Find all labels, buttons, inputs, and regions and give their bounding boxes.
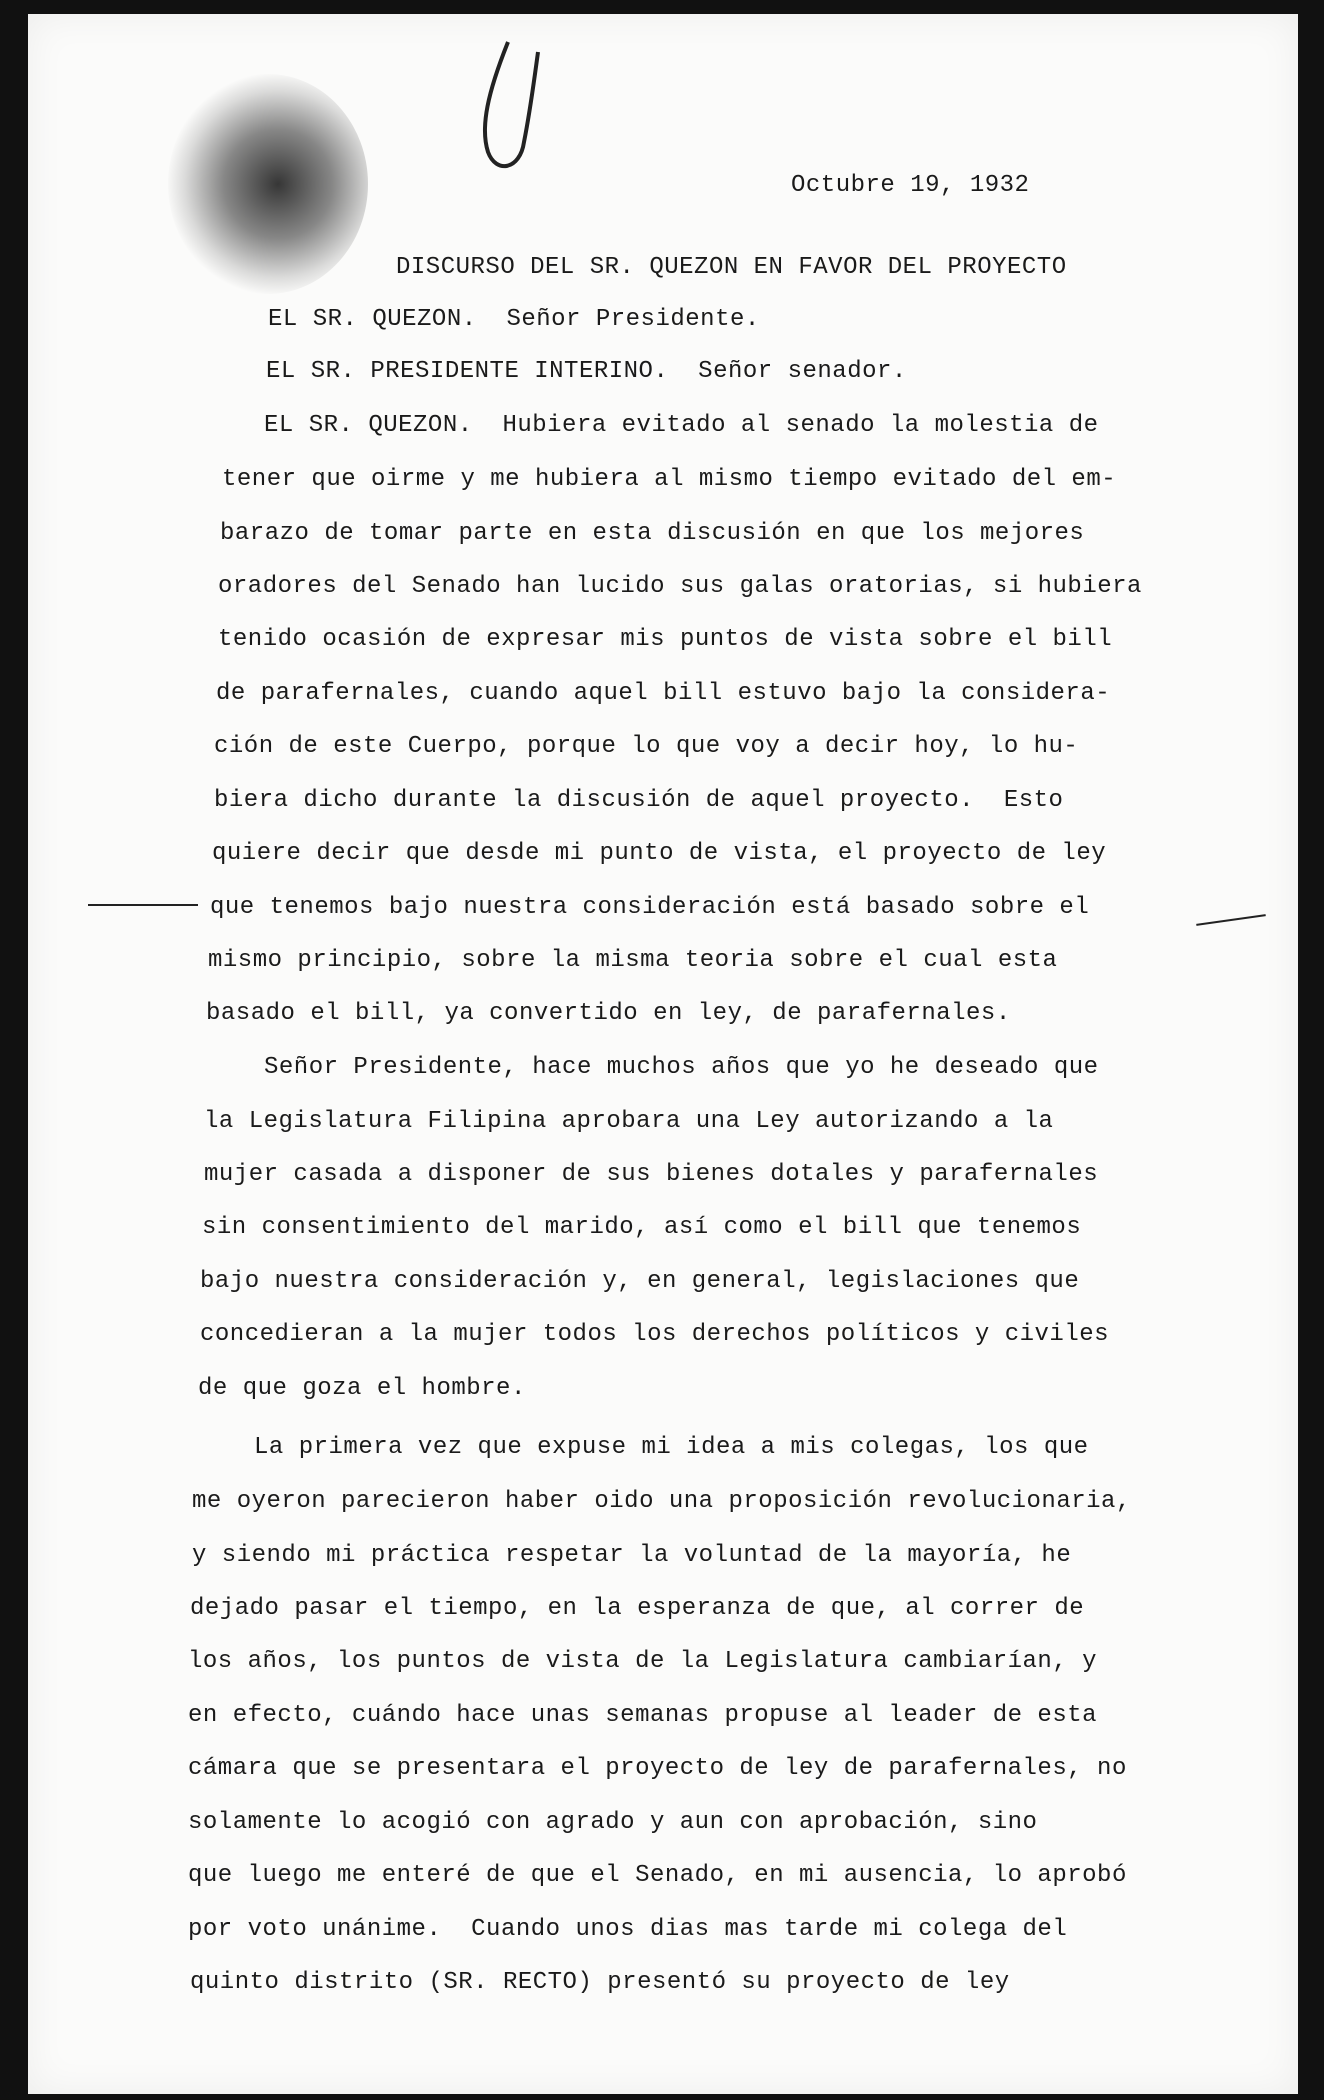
text-line: La primera vez que expuse mi idea a mis colegas, los que bbox=[254, 1434, 1089, 1461]
text-line: Señor Presidente, hace muchos años que yo he deseado que bbox=[264, 1054, 1099, 1081]
text-line: me oyeron parecieron haber oido una proposición revolucionaria, bbox=[192, 1488, 1131, 1515]
text-line: tenido ocasión de expresar mis puntos de vista sobre el bill bbox=[218, 626, 1113, 653]
ink-stain bbox=[168, 74, 368, 294]
text-line: oradores del Senado han lucido sus galas oratorias, si hubiera bbox=[218, 573, 1142, 600]
document-heading: DISCURSO DEL SR. QUEZON EN FAVOR DEL PROYECTO bbox=[396, 254, 1067, 281]
text-line: que tenemos bajo nuestra consideración está basado sobre el bbox=[210, 894, 1090, 921]
text-line: tener que oirme y me hubiera al mismo tiempo evitado del em- bbox=[222, 466, 1117, 493]
paperclip-icon bbox=[468, 32, 548, 182]
text-line: mismo principio, sobre la misma teoria sobre el cual esta bbox=[208, 947, 1058, 974]
text-line: solamente lo acogió con agrado y aun con aprobación, sino bbox=[188, 1809, 1038, 1836]
text-line: por voto unánime. Cuando unos dias mas tarde mi colega del bbox=[188, 1916, 1068, 1943]
text-line: sin consentimiento del marido, así como el bill que tenemos bbox=[202, 1214, 1082, 1241]
text-line: ción de este Cuerpo, porque lo que voy a decir hoy, lo hu- bbox=[214, 733, 1079, 760]
text-line: de parafernales, cuando aquel bill estuvo bajo la considera- bbox=[216, 680, 1111, 707]
text-line: la Legislatura Filipina aprobara una Ley autorizando a la bbox=[204, 1108, 1054, 1135]
text-line: que luego me enteré de que el Senado, en mi ausencia, lo aprobó bbox=[188, 1862, 1127, 1889]
document-page bbox=[28, 14, 1298, 2094]
text-line: concedieran a la mujer todos los derechos políticos y civiles bbox=[200, 1321, 1110, 1348]
text-line: basado el bill, ya convertido en ley, de parafernales. bbox=[206, 1000, 1011, 1027]
text-line: EL SR. QUEZON. Hubiera evitado al senado la molestia de bbox=[264, 412, 1099, 439]
text-line: dejado pasar el tiempo, en la esperanza de que, al correr de bbox=[190, 1595, 1085, 1622]
margin-mark bbox=[88, 904, 198, 906]
text-line: EL SR. PRESIDENTE INTERINO. Señor senador. bbox=[266, 358, 907, 385]
text-line: mujer casada a disponer de sus bienes dotales y parafernales bbox=[204, 1161, 1099, 1188]
text-line: los años, los puntos de vista de la Legislatura cambiarían, y bbox=[188, 1648, 1098, 1675]
text-line: quiere decir que desde mi punto de vista, el proyecto de ley bbox=[212, 840, 1107, 867]
text-line: EL SR. QUEZON. Señor Presidente. bbox=[268, 306, 760, 333]
text-line: cámara que se presentara el proyecto de ley de parafernales, no bbox=[188, 1755, 1127, 1782]
text-line: biera dicho durante la discusión de aquel proyecto. Esto bbox=[214, 787, 1064, 814]
document-date: Octubre 19, 1932 bbox=[791, 172, 1030, 199]
margin-mark bbox=[1196, 914, 1266, 926]
text-line: barazo de tomar parte en esta discusión en que los mejores bbox=[220, 520, 1085, 547]
text-line: quinto distrito (SR. RECTO) presentó su proyecto de ley bbox=[190, 1969, 1010, 1996]
text-line: de que goza el hombre. bbox=[198, 1375, 526, 1402]
text-line: y siendo mi práctica respetar la voluntad de la mayoría, he bbox=[192, 1542, 1072, 1569]
text-line: bajo nuestra consideración y, en general, legislaciones que bbox=[200, 1268, 1080, 1295]
text-line: en efecto, cuándo hace unas semanas propuse al leader de esta bbox=[188, 1702, 1098, 1729]
